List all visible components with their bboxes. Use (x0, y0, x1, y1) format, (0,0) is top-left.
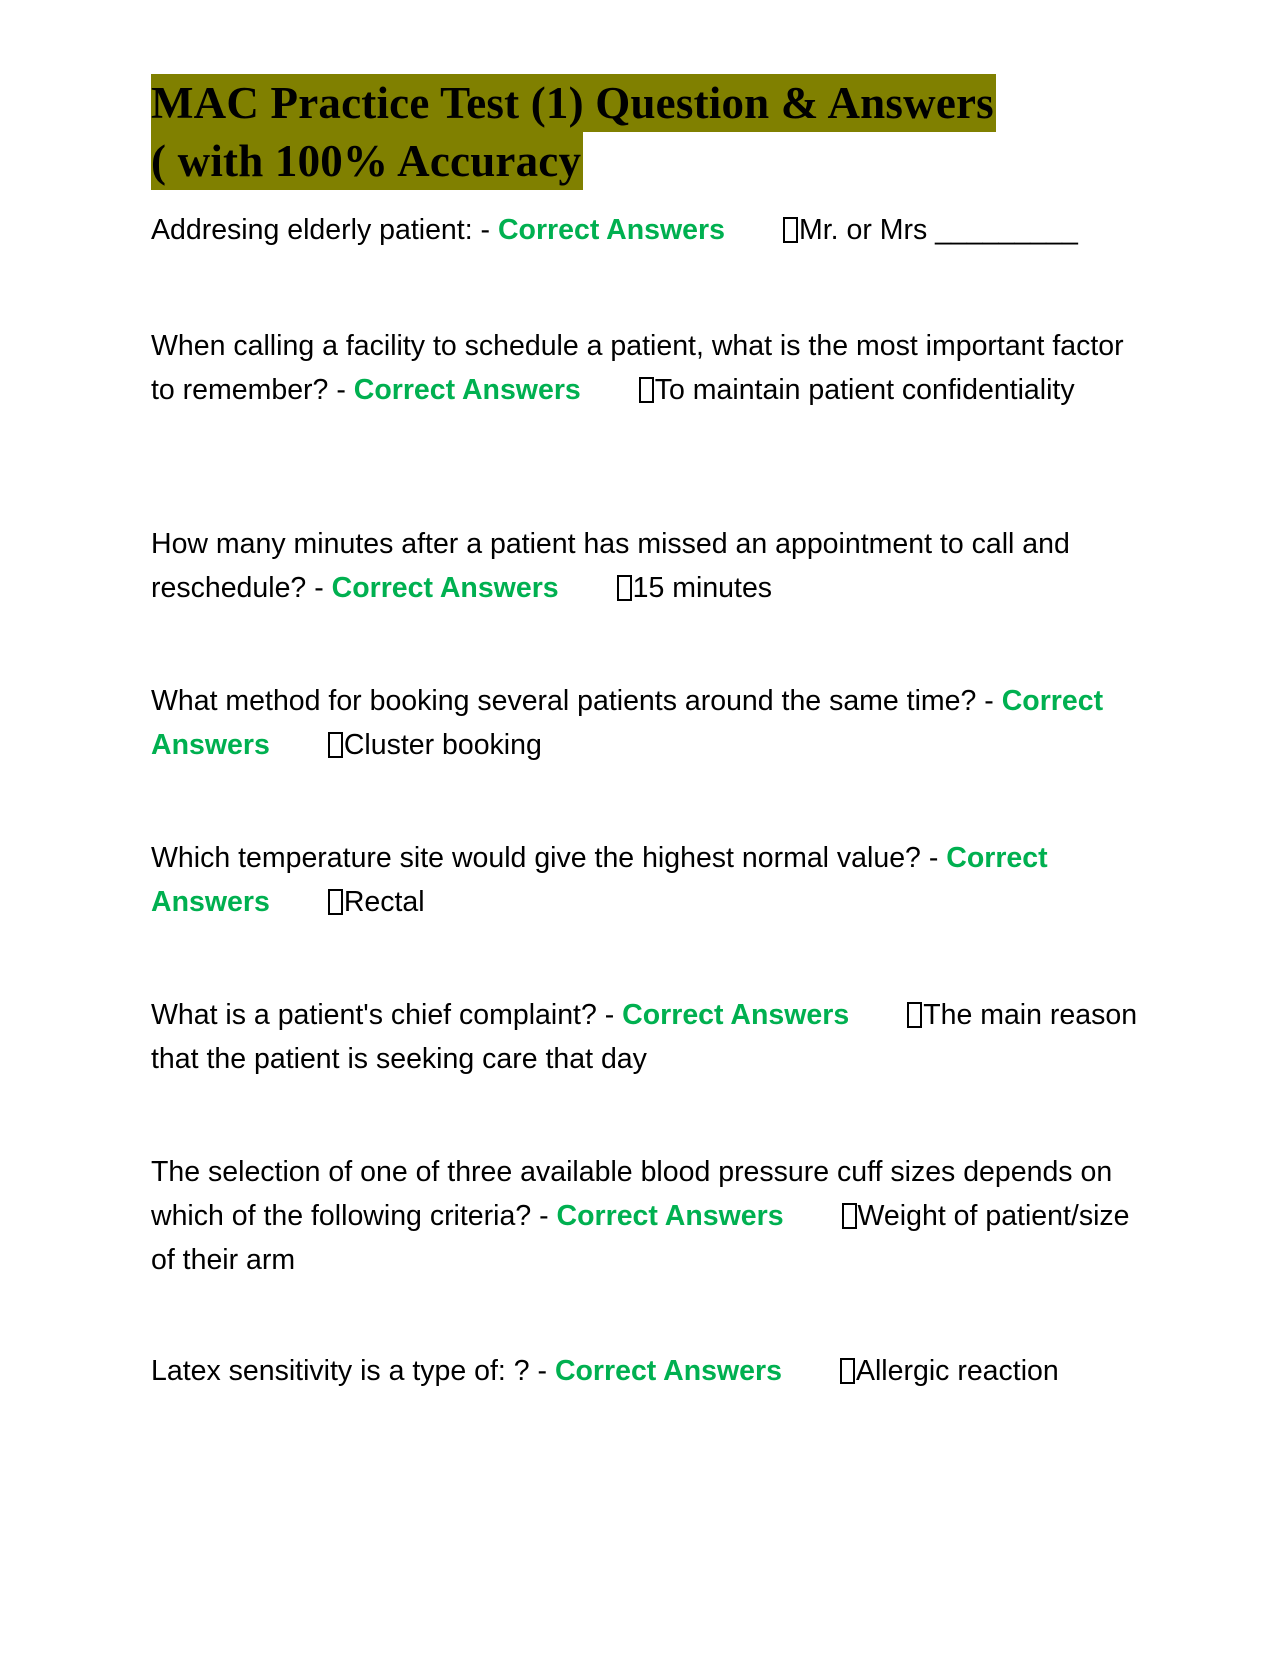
qa-item-8 (151, 1349, 1141, 1393)
document-title (151, 74, 1141, 190)
question-text: The selection of one of three available blood pressure cuff sizes depends on which of the following criteria? - (151, 1156, 1113, 1232)
correct-answers-label: Correct Answers (622, 999, 850, 1031)
correct-answers-label: Correct Answers (331, 572, 559, 604)
correct-answers-label: Correct Answers (554, 1355, 782, 1387)
question-text: Which temperature site would give the highest normal value? - (151, 842, 947, 874)
missing-glyph-icon (840, 1358, 855, 1384)
missing-glyph-icon (907, 1002, 922, 1028)
missing-glyph-icon (783, 217, 798, 243)
answer-text: Rectal (343, 886, 425, 918)
missing-glyph-icon (639, 377, 654, 403)
question-text: How many minutes after a patient has missed an appointment to call and reschedule? - (151, 528, 1070, 604)
answer-text: The main reason that the patient is seeking care that day (151, 999, 1138, 1075)
correct-answers-label: Correct Answers (497, 214, 725, 246)
qa-item-4 (151, 679, 1141, 767)
qa-item-1 (151, 208, 1141, 252)
question-text: What is a patient's chief complaint? - (151, 999, 623, 1031)
title-line-1: MAC Practice Test (1) Question & Answers (151, 74, 996, 132)
title-line-2: ( with 100% Accuracy (151, 132, 583, 190)
document-page (151, 74, 1141, 1387)
question-text: When calling a facility to schedule a patient, what is the most important factor to remember? - (151, 330, 1124, 406)
answer-text: Mr. or Mrs _________ (798, 214, 1078, 246)
qa-item-3 (151, 522, 1141, 610)
answer-text: Cluster booking (343, 729, 542, 761)
missing-glyph-icon (842, 1203, 857, 1229)
qa-item-7 (151, 1150, 1141, 1282)
missing-glyph-icon (328, 732, 343, 758)
missing-glyph-icon (617, 575, 632, 601)
qa-item-6 (151, 993, 1141, 1081)
missing-glyph-icon (328, 889, 343, 915)
question-text: What method for booking several patients around the same time? - (151, 685, 1002, 717)
correct-answers-label: Correct Answers (151, 842, 1048, 918)
question-text: Addresing elderly patient: - (151, 214, 498, 246)
answer-text: Weight of patient/size of their arm (151, 1200, 1130, 1276)
correct-answers-label: Correct Answers (151, 685, 1104, 761)
answer-text: Allergic reaction (855, 1355, 1059, 1387)
correct-answers-label: Correct Answers (556, 1200, 784, 1232)
qa-item-5 (151, 836, 1141, 924)
answer-text: To maintain patient confidentiality (654, 374, 1075, 406)
correct-answers-label: Correct Answers (353, 374, 581, 406)
answer-text: 15 minutes (632, 572, 773, 604)
qa-item-2 (151, 324, 1141, 412)
question-text: Latex sensitivity is a type of: ? - (151, 1355, 555, 1387)
